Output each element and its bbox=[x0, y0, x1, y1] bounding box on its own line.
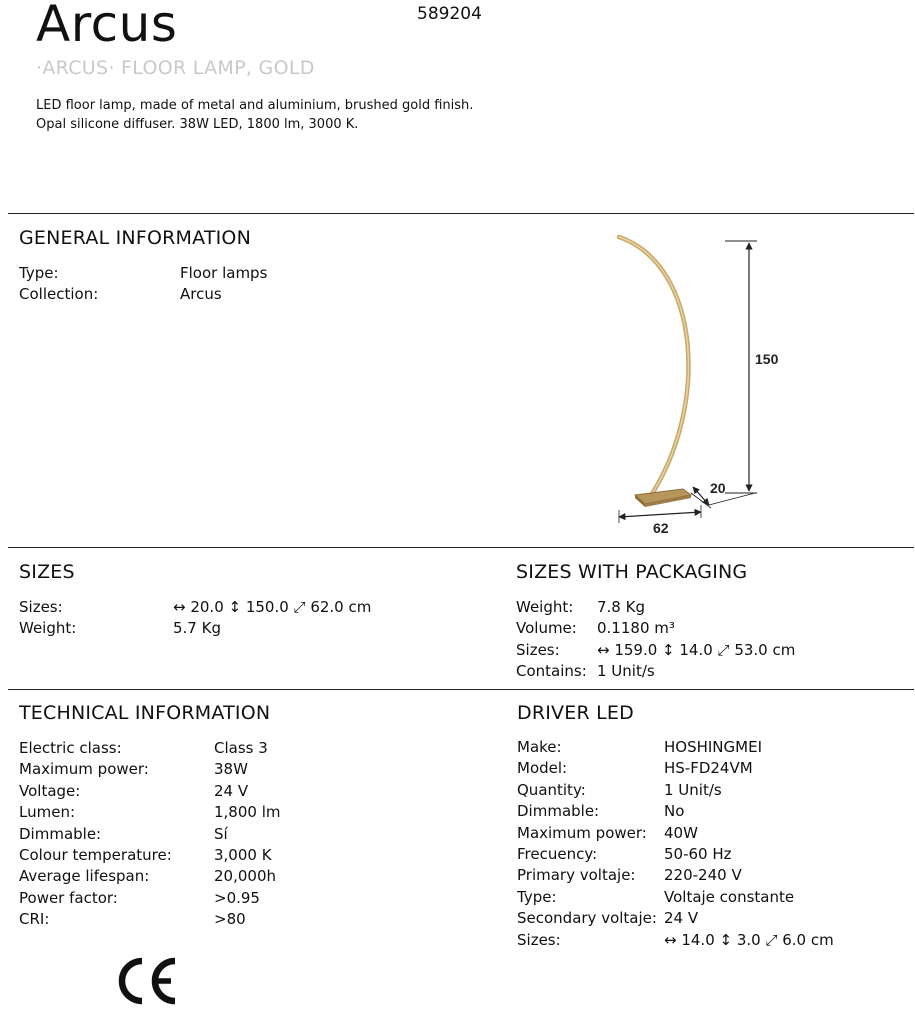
driver-value: HS-FD24VM bbox=[664, 759, 753, 778]
sizes-heading: SIZES bbox=[19, 561, 75, 583]
packaging-value: 0.1180 m³ bbox=[597, 619, 675, 638]
section-divider bbox=[8, 689, 914, 690]
product-reference: 589204 bbox=[417, 4, 482, 24]
sizes-label: Weight: bbox=[19, 619, 77, 638]
driver-label: Secondary voltaje: bbox=[517, 909, 657, 928]
packaging-label: Volume: bbox=[516, 619, 577, 638]
technical-row bbox=[19, 824, 439, 845]
technical-label: Electric class: bbox=[19, 739, 122, 757]
driver-list bbox=[517, 737, 907, 951]
description-line: Opal silicone diffuser. 38W LED, 1800 lm, 3000 K. bbox=[36, 117, 359, 132]
technical-label: Maximum power: bbox=[19, 760, 149, 779]
description-line: LED floor lamp, made of metal and aluminium, brushed gold finish. bbox=[36, 98, 474, 113]
section-divider bbox=[8, 213, 914, 214]
technical-row bbox=[19, 845, 439, 866]
technical-value: 3,000 K bbox=[214, 845, 272, 864]
sizes-label: Sizes: bbox=[19, 598, 63, 616]
technical-value: 38W bbox=[214, 760, 248, 779]
technical-label: Lumen: bbox=[19, 803, 76, 822]
technical-row bbox=[19, 781, 439, 802]
driver-row bbox=[517, 908, 907, 929]
driver-row bbox=[517, 758, 907, 779]
sizes-value: ↔ 20.0 ↕ 150.0 ⤢ 62.0 cm bbox=[173, 598, 372, 616]
technical-value: 1,800 lm bbox=[214, 803, 281, 822]
driver-value: 50-60 Hz bbox=[664, 844, 732, 863]
driver-label: Maximum power: bbox=[517, 823, 647, 842]
packaging-label: Contains: bbox=[516, 662, 587, 681]
section-divider bbox=[8, 547, 914, 548]
driver-row bbox=[517, 801, 907, 822]
packaging-list bbox=[516, 597, 906, 683]
packaging-value: 1 Unit/s bbox=[597, 662, 655, 681]
width-label: 62 bbox=[653, 520, 669, 536]
technical-label: Power factor: bbox=[19, 888, 118, 907]
driver-value: 220-240 V bbox=[664, 866, 742, 885]
depth-label: 20 bbox=[710, 480, 726, 496]
technical-value: 24 V bbox=[214, 781, 249, 800]
driver-row bbox=[517, 844, 907, 865]
driver-value: 24 V bbox=[664, 909, 699, 928]
technical-row bbox=[19, 909, 439, 930]
technical-label: Average lifespan: bbox=[19, 867, 150, 886]
driver-label: Model: bbox=[517, 759, 568, 778]
driver-label: Quantity: bbox=[517, 780, 586, 799]
sizes-value: 5.7 Kg bbox=[173, 619, 221, 638]
driver-value: Voltaje constante bbox=[664, 887, 795, 906]
driver-value: 1 Unit/s bbox=[664, 780, 722, 799]
driver-row bbox=[517, 865, 907, 886]
technical-value: 20,000h bbox=[214, 867, 276, 886]
driver-value: 40W bbox=[664, 823, 698, 842]
product-title: Arcus bbox=[36, 0, 178, 53]
driver-row bbox=[517, 823, 907, 844]
technical-label: Colour temperature: bbox=[19, 845, 172, 864]
technical-label: Voltage: bbox=[19, 781, 81, 800]
height-label: 150 bbox=[755, 351, 779, 367]
lamp-arc-shape bbox=[619, 237, 688, 497]
technical-value: Sí bbox=[214, 824, 228, 843]
driver-value: ↔ 14.0 ↕ 3.0 ⤢ 6.0 cm bbox=[664, 930, 834, 949]
driver-heading: DRIVER LED bbox=[517, 702, 634, 724]
lamp-arc-highlight bbox=[619, 237, 688, 497]
driver-label: Dimmable: bbox=[517, 802, 600, 821]
driver-label: Make: bbox=[517, 738, 562, 756]
technical-row bbox=[19, 738, 439, 759]
driver-value: No bbox=[664, 802, 685, 821]
general-info-heading: GENERAL INFORMATION bbox=[19, 227, 251, 249]
technical-value: >80 bbox=[214, 910, 246, 929]
general-value: Arcus bbox=[180, 285, 222, 304]
technical-row bbox=[19, 802, 439, 823]
sizes-row bbox=[19, 597, 439, 618]
general-label: Collection: bbox=[19, 285, 99, 304]
packaging-label: Sizes: bbox=[516, 640, 560, 659]
driver-row bbox=[517, 737, 907, 758]
technical-list bbox=[19, 738, 439, 931]
technical-value: Class 3 bbox=[214, 739, 268, 757]
lamp-dimension-drawing bbox=[605, 225, 805, 537]
product-description bbox=[36, 96, 506, 134]
product-subtitle: ·ARCUS· FLOOR LAMP, GOLD bbox=[36, 57, 315, 79]
general-value: Floor lamps bbox=[180, 264, 268, 282]
packaging-row bbox=[516, 597, 906, 618]
driver-label: Frecuency: bbox=[517, 844, 598, 863]
technical-label: CRI: bbox=[19, 910, 50, 929]
packaging-row bbox=[516, 618, 906, 639]
driver-label: Type: bbox=[517, 887, 557, 906]
technical-row bbox=[19, 866, 439, 887]
driver-label: Sizes: bbox=[517, 930, 561, 949]
packaging-label: Weight: bbox=[516, 598, 574, 616]
driver-row bbox=[517, 930, 907, 951]
sizes-list bbox=[19, 597, 439, 640]
driver-label: Primary voltaje: bbox=[517, 866, 636, 885]
packaging-row bbox=[516, 661, 906, 682]
packaging-row bbox=[516, 640, 906, 661]
general-label: Type: bbox=[19, 264, 59, 282]
ce-mark-icon bbox=[115, 955, 179, 1007]
technical-value: >0.95 bbox=[214, 888, 260, 907]
driver-row bbox=[517, 887, 907, 908]
driver-value: HOSHINGMEI bbox=[664, 738, 762, 756]
packaging-value: ↔ 159.0 ↕ 14.0 ⤢ 53.0 cm bbox=[597, 640, 796, 659]
packaging-heading: SIZES WITH PACKAGING bbox=[516, 561, 748, 583]
width-dimension-line bbox=[619, 512, 701, 517]
driver-row bbox=[517, 780, 907, 801]
technical-row bbox=[19, 888, 439, 909]
technical-heading: TECHNICAL INFORMATION bbox=[19, 702, 271, 724]
technical-label: Dimmable: bbox=[19, 824, 102, 843]
technical-row bbox=[19, 759, 439, 780]
sizes-row bbox=[19, 618, 439, 639]
packaging-value: 7.8 Kg bbox=[597, 598, 645, 616]
